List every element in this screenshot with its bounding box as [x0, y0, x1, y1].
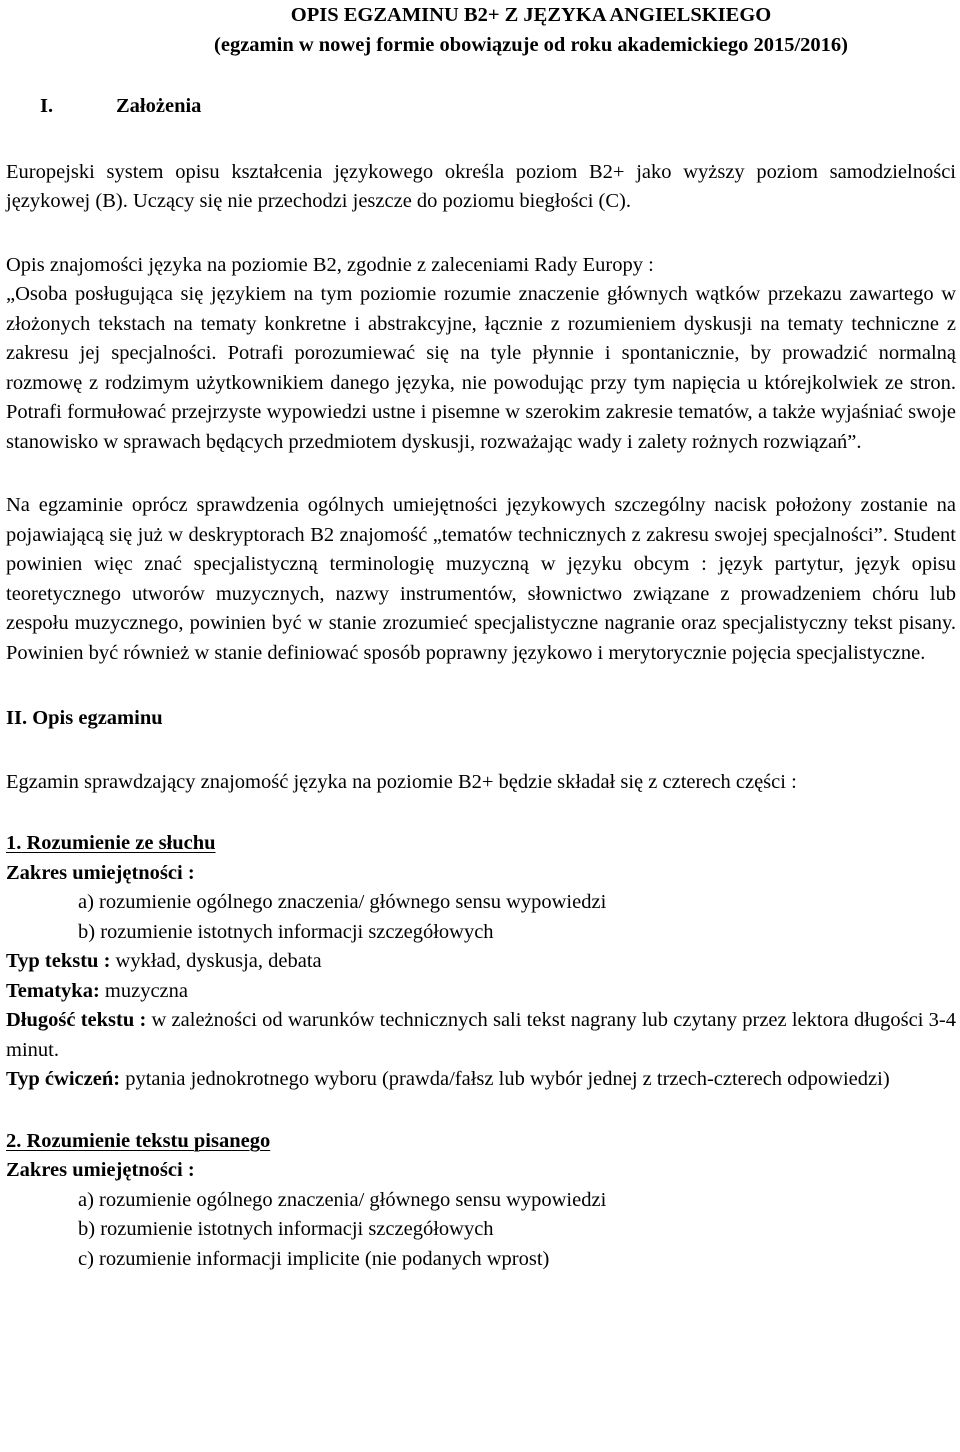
length-value: w zależności od warunków technicznych sali tekst nagrany lub czytany przez lektora długości 3-4 minut. [6, 1009, 956, 1061]
part-number: 2. [6, 1129, 22, 1152]
document-subtitle: (egzamin w nowej formie obowiązuje od roku akademickiego 2015/2016) [214, 34, 848, 56]
text-type-value: wykład, dyskusja, debata [110, 950, 322, 972]
part-title-reading [6, 1127, 956, 1157]
section-number: I. [40, 95, 54, 117]
intro-paragraph: Europejski system opisu kształcenia językowego określa poziom B2+ jako wyższy poziom samodzielności językowej (B). Uczący się nie przechodzi jeszcze do poziomu biegłości (C). [6, 160, 956, 212]
skill-item: b) rozumienie istotnych informacji szczegółowych [78, 920, 494, 943]
exam-part-reading [6, 1127, 956, 1275]
exam-focus-paragraph: Na egzaminie oprócz sprawdzenia ogólnych umiejętności językowych szczególny nacisk położony zostanie na pojawiającą się już w deskryptorach B2 znajomość „tematów technicznych z zakresu swojej specjalności”. Student powinien więc znać specjalistyczną terminologię muzyczną w języku obcym : język partytur, język opisu teoretycznego utworów muzycznych, nazwy instrumentów, słownictwo związane z prowadzeniem chóru lub zespołu muzycznego, powinien być w stanie zrozumieć specjalistyczne nagranie oraz specjalistyczny tekst pisany. Powinien być również w stanie definiować sposób poprawny językowo i merytorycznie pojęcia specjalistyczne. [6, 494, 956, 664]
topic-label: Tematyka: [6, 979, 100, 1002]
b2-intro-line: Opis znajomości języka na poziomie B2, zgodnie z zaleceniami Rady Europy : [6, 253, 654, 276]
exercise-line [6, 1065, 956, 1095]
topic-line [6, 977, 956, 1007]
part-title-listening [6, 829, 956, 859]
exam-part-listening [6, 829, 956, 1095]
skill-item: a) rozumienie ogólnego znaczenia/ głównego sensu wypowiedzi [78, 1188, 607, 1211]
section-heading-exam-description: II. Opis egzaminu [6, 707, 163, 729]
section-heading-assumptions [6, 92, 956, 122]
skills-label: Zakres umiejętności : [6, 1159, 195, 1181]
part-title: Rozumienie ze słuchu [26, 832, 216, 854]
skill-item: a) rozumienie ogólnego znaczenia/ głównego sensu wypowiedzi [78, 891, 607, 913]
text-type-label: Typ tekstu : [6, 950, 111, 972]
b2-quote-paragraph: „Osoba posługująca się językiem na tym poziomie rozumie znaczenie głównych wątków przekazu zawartego w złożonych tekstach na tematy konkretne i abstrakcyjne, łącznie z rozumieniem dyskusji na tematy techniczne z zakresu jej specjalności. Potrafi porozumiewać się na tyle płynnie i spontanicznie, by prowadzić normalną rozmowę z rodzimym użytkownikiem danego języka, nie powodując przy tym napięcia u którejkolwiek ze stron. Potrafi formułować przejrzyste wypowiedzi ustne i pisemne w szerokim zakresie tematów, a także wyjaśniać swoje stanowisko w sprawach będących przedmiotem dyskusji, rozważając wady i zalety rożnych rozwiązań”. [6, 283, 956, 453]
exercise-value: pytania jednokrotnego wyboru (prawda/fałsz lub wybór jednej z trzech-czterech odpowiedzi) [120, 1068, 890, 1090]
topic-value: muzyczna [99, 979, 188, 1002]
length-label: Długość tekstu : [6, 1009, 147, 1031]
exercise-label: Typ ćwiczeń: [6, 1068, 121, 1090]
part-title: Rozumienie tekstu pisanego [26, 1129, 271, 1152]
skills-label: Zakres umiejętności : [6, 861, 195, 884]
section-title: Założenia [116, 95, 202, 117]
skill-item: c) rozumienie informacji implicite (nie podanych wprost) [78, 1247, 550, 1270]
text-type-line [6, 947, 956, 977]
b2-description [6, 251, 956, 458]
length-line [6, 1006, 956, 1065]
part-number: 1. [6, 832, 22, 854]
skill-item: b) rozumienie istotnych informacji szczegółowych [78, 1218, 494, 1240]
document-title: OPIS EGZAMINU B2+ Z JĘZYKA ANGIELSKIEGO [290, 4, 772, 26]
exam-parts-paragraph: Egzamin sprawdzający znajomość języka na poziomie B2+ będzie składał się z czterech części : [6, 770, 797, 793]
